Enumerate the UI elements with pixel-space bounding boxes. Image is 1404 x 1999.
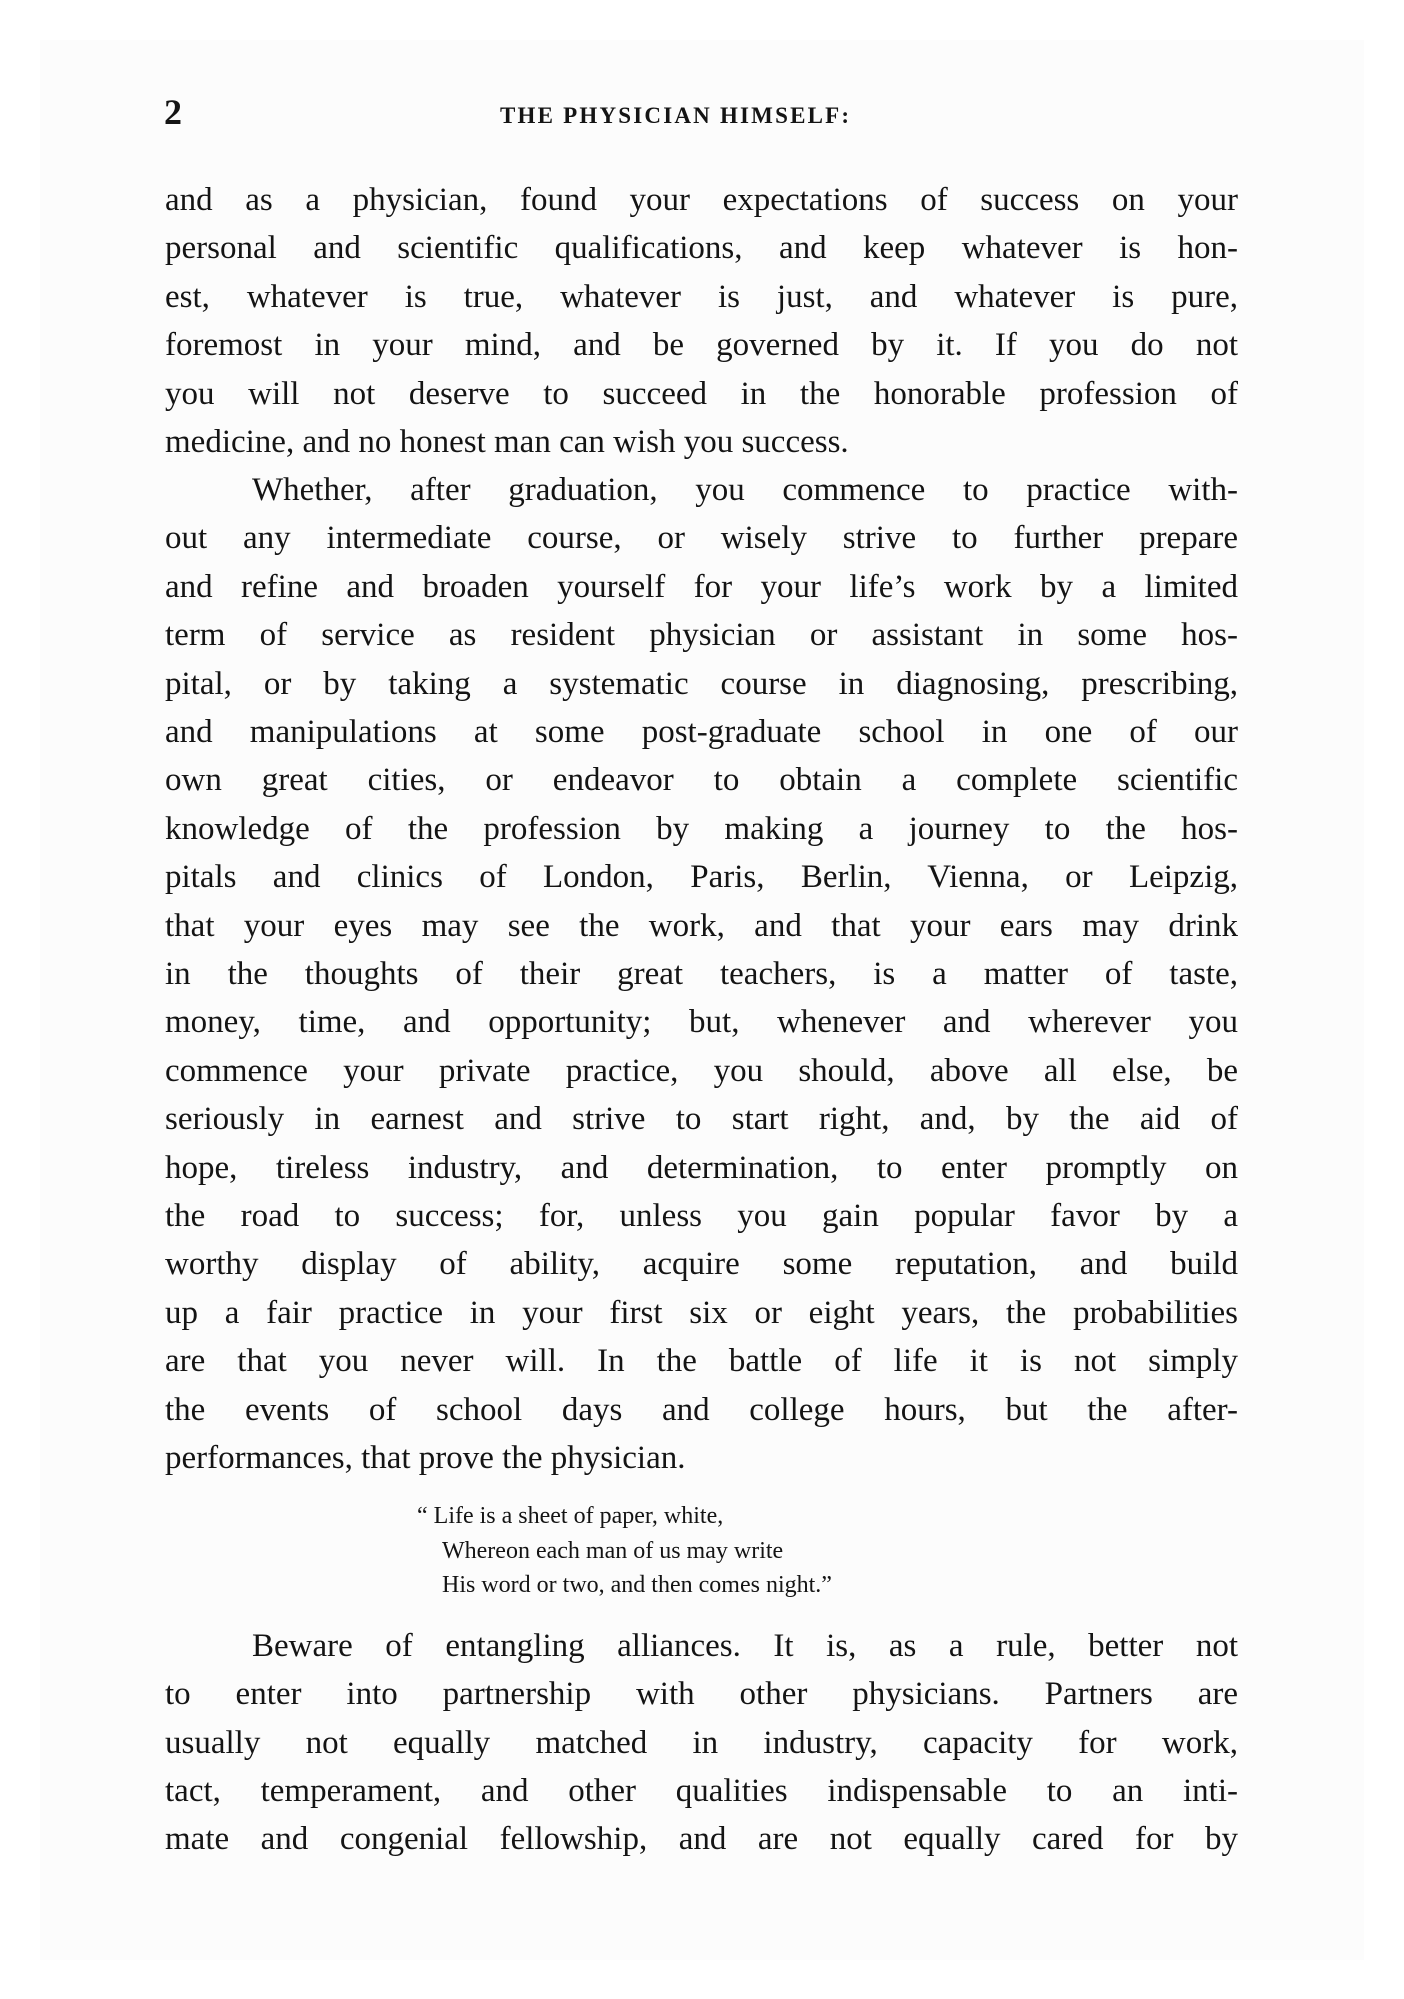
text-line: medicine, and no honest man can wish you success. <box>165 424 849 460</box>
text-line: Beware of entangling alliances. It is, as a rule, better not <box>252 1628 1238 1664</box>
text-line: that your eyes may see the work, and that your ears may drink <box>165 908 1238 944</box>
text-line: personal and scientific qualifications, and keep whatever is hon- <box>165 230 1238 266</box>
text-line: own great cities, or endeavor to obtain a complete scientific <box>165 762 1238 798</box>
text-line: commence your private practice, you should, above all else, be <box>165 1053 1238 1089</box>
text-line: up a fair practice in your first six or eight years, the probabilities <box>165 1295 1238 1331</box>
text-line: and refine and broaden yourself for your life’s work by a limited <box>165 569 1238 605</box>
text-line: and manipulations at some post-graduate school in one of our <box>165 714 1238 750</box>
text-line: term of service as resident physician or assistant in some hos- <box>165 617 1238 653</box>
quote-line: “ Life is a sheet of paper, white, <box>417 1503 724 1529</box>
text-line: knowledge of the profession by making a journey to the hos- <box>165 811 1238 847</box>
text-line: foremost in your mind, and be governed by it. If you do not <box>165 327 1238 363</box>
text-line: the events of school days and college hours, but the after- <box>165 1392 1238 1428</box>
text-line: pital, or by taking a systematic course in diagnosing, prescribing, <box>165 666 1238 702</box>
text-line: hope, tireless industry, and determination, to enter promptly on <box>165 1150 1238 1186</box>
text-line: to enter into partnership with other physicians. Partners are <box>165 1676 1238 1712</box>
text-line: money, time, and opportunity; but, whenever and wherever you <box>165 1004 1238 1040</box>
text-line: worthy display of ability, acquire some reputation, and build <box>165 1246 1238 1282</box>
text-line: usually not equally matched in industry, capacity for work, <box>165 1725 1238 1761</box>
text-line: out any intermediate course, or wisely strive to further prepare <box>165 520 1238 556</box>
text-line: est, whatever is true, whatever is just, and whatever is pure, <box>165 279 1238 315</box>
text-line: seriously in earnest and strive to start right, and, by the aid of <box>165 1101 1238 1137</box>
text-line: performances, that prove the physician. <box>165 1440 686 1476</box>
text-line: are that you never will. In the battle of life it is not simply <box>165 1343 1238 1379</box>
text-line: you will not deserve to succeed in the honorable profession of <box>165 376 1238 412</box>
quote-line: Whereon each man of us may write <box>442 1538 784 1564</box>
text-line: pitals and clinics of London, Paris, Berlin, Vienna, or Leipzig, <box>165 859 1238 895</box>
text-line: tact, temperament, and other qualities indispensable to an inti- <box>165 1773 1238 1809</box>
text-line: and as a physician, found your expectations of success on your <box>165 182 1238 218</box>
text-line: mate and congenial fellowship, and are not equally cared for by <box>165 1821 1238 1857</box>
text-line: Whether, after graduation, you commence to practice with- <box>252 472 1238 508</box>
quote-line: His word or two, and then comes night.” <box>442 1572 832 1598</box>
text-line: in the thoughts of their great teachers, is a matter of taste, <box>165 956 1238 992</box>
text-line: the road to success; for, unless you gain popular favor by a <box>165 1198 1238 1234</box>
running-title: THE PHYSICIAN HIMSELF: <box>500 103 852 128</box>
page-number: 2 <box>164 92 182 132</box>
